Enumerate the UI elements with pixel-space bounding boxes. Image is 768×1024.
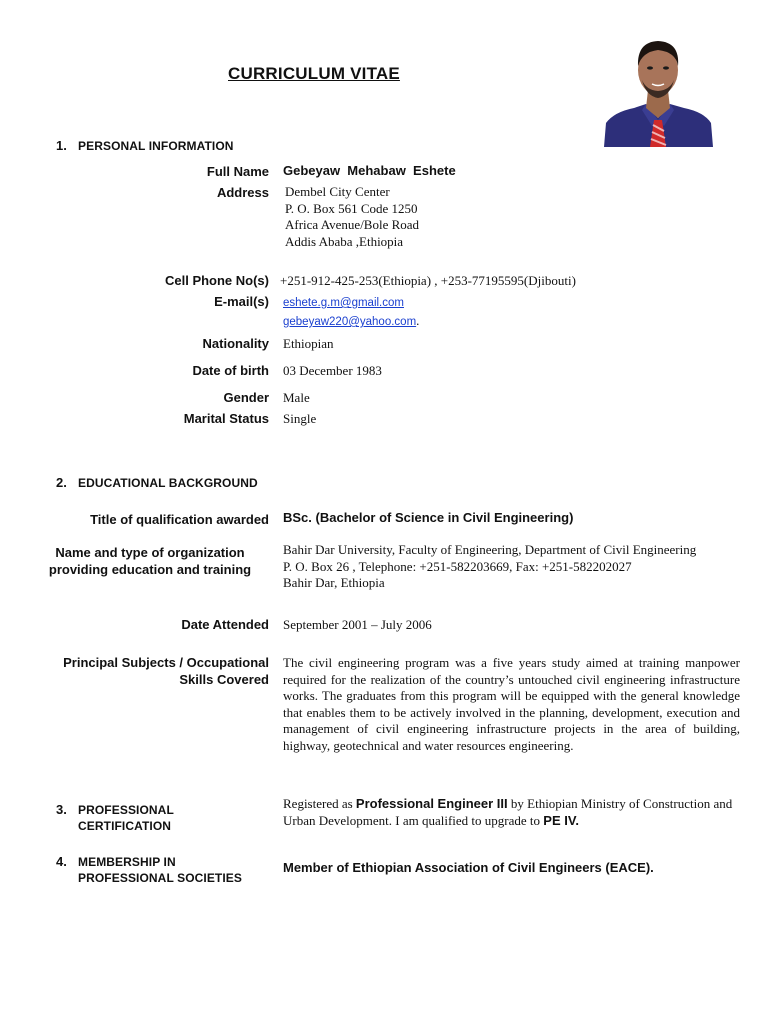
organization-label-line: providing education and training <box>48 562 252 577</box>
subjects-label-line: Skills Covered <box>179 672 269 687</box>
full-name-label: Full Name <box>206 164 269 179</box>
full-name-value: Gebeyaw Mehabaw Eshete <box>283 163 456 178</box>
section-title-education: EDUCATIONAL BACKGROUND <box>78 476 258 490</box>
certification-text: by Ethiopian Ministry of Construction and Urban Development. I am qualified to upgrade to <box>283 796 733 828</box>
dob-value: 03 December 1983 <box>283 363 382 378</box>
membership-value: Member of Ethiopian Association of Civil Engineers (EACE). <box>283 860 654 875</box>
section-title-certification <box>78 802 174 834</box>
certification-description <box>283 796 743 829</box>
subjects-description: The civil engineering program was a five years study aimed at training manpower required for the realization of the country’s untouched civil engineering infrastructure works. The graduates from this program will be equipped with the general knowledge that enables them to be actively involved in the planning, development, execution and management of civil engineering infrastructure projects in the area of building, highway, geotechnical and water resources engineering. <box>283 655 740 753</box>
gender-label: Gender <box>223 390 269 405</box>
qualification-value <box>283 510 573 525</box>
certification-grade: Professional Engineer III <box>355 796 508 811</box>
address-block <box>285 184 419 250</box>
section-number: 3. <box>56 802 67 817</box>
organization-line: P. O. Box 26 , Telephone: +251-582203669, Fax: +251-582202027 <box>283 558 632 574</box>
subjects-label-line: Principal Subjects / Occupational <box>63 655 269 670</box>
marital-value: Single <box>283 411 317 426</box>
qualification-prefix: BSc. ( <box>283 510 320 525</box>
section-number: 1. <box>56 138 67 153</box>
section-title-line: MEMBERSHIP IN <box>78 855 176 869</box>
organization-block <box>283 542 696 592</box>
email-link-gmail[interactable]: eshete.g.m@gmail.com <box>283 297 404 309</box>
organization-line: Bahir Dar, Ethiopia <box>283 575 385 590</box>
document-title: CURRICULUM VITAE <box>228 64 400 83</box>
certification-upgrade: PE IV. <box>543 812 579 828</box>
email-label: E-mail(s) <box>214 294 269 309</box>
address-line: P. O. Box 561 Code 1250 <box>285 200 418 216</box>
qualification-main: Bachelor of Science in Civil Engineering) <box>319 510 574 525</box>
section-number: 2. <box>56 475 67 490</box>
date-attended-label: Date Attended <box>181 617 269 632</box>
date-attended-value: September 2001 – July 2006 <box>283 617 432 632</box>
gender-value: Male <box>283 390 310 405</box>
qualification-label: Title of qualification awarded <box>90 512 269 527</box>
section-number: 4. <box>56 854 67 869</box>
address-line: Addis Ababa ,Ethiopia <box>285 233 404 249</box>
nationality-label: Nationality <box>202 336 269 351</box>
email-suffix: . <box>416 313 420 328</box>
address-line: Dembel City Center <box>285 184 390 199</box>
subjects-label <box>63 654 269 688</box>
organization-line: Bahir Dar University, Faculty of Engineering, Department of Civil Engineering <box>283 542 697 557</box>
dob-label: Date of birth <box>192 363 269 378</box>
email-link-yahoo[interactable]: gebeyaw220@yahoo.com <box>283 316 417 328</box>
marital-label: Marital Status <box>183 411 269 426</box>
section-title-personal: PERSONAL INFORMATION <box>78 139 234 153</box>
section-title-line: PROFESSIONAL <box>78 803 174 817</box>
certification-text: Registered as <box>283 796 356 811</box>
section-title-line: CERTIFICATION <box>78 819 172 833</box>
phone-label: Cell Phone No(s) <box>164 273 269 288</box>
email-block <box>283 293 419 331</box>
phone-value: +251-912-425-253(Ethiopia) , +253-77195595(Djibouti) <box>280 273 576 288</box>
nationality-value: Ethiopian <box>283 336 334 351</box>
organization-label-line: Name and type of organization <box>55 545 245 560</box>
section-title-membership <box>78 854 242 886</box>
address-label: Address <box>216 185 269 200</box>
section-title-line: PROFESSIONAL SOCIETIES <box>78 871 243 885</box>
address-line: Africa Avenue/Bole Road <box>285 217 420 232</box>
portrait-photo <box>604 28 713 147</box>
organization-label <box>40 544 260 578</box>
